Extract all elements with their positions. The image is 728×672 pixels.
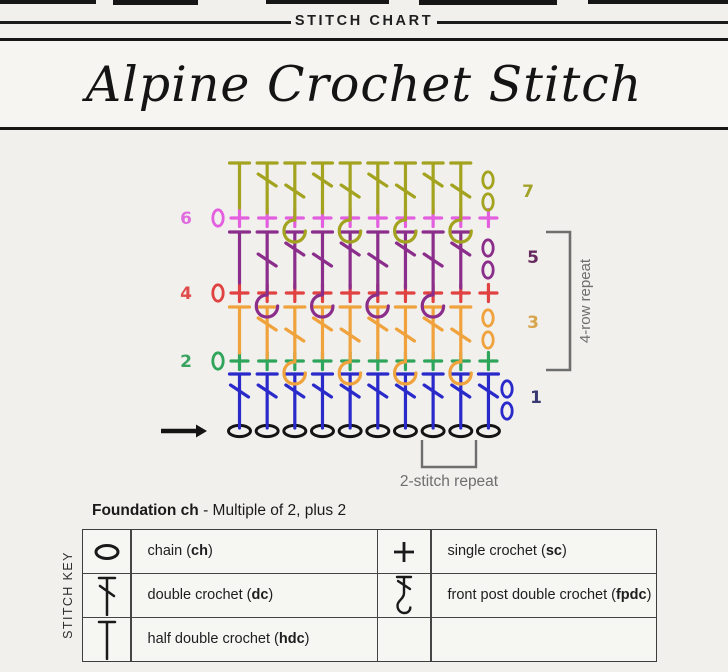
row-number-4: 4 [180, 284, 192, 304]
key-entry-empty [432, 618, 656, 661]
key-symbol-cell-empty [378, 618, 430, 661]
four-row-repeat-bracket [546, 232, 594, 370]
row-number-7: 7 [522, 182, 534, 202]
foundation-note-detail: - Multiple of 2, plus 2 [198, 502, 347, 519]
page-kicker: STITCH CHART [294, 13, 434, 29]
hdc-stitch-icon [87, 618, 127, 660]
key-symbol-cell-dc [83, 574, 130, 617]
start-direction-arrow [161, 425, 207, 438]
fpdc-stitch-icon [384, 574, 424, 616]
foundation-row [161, 425, 499, 438]
two-stitch-repeat-bracket [400, 440, 499, 490]
row-number-1: 1 [530, 388, 542, 408]
chart-row-1 [230, 374, 542, 428]
stitch-key-table [82, 529, 657, 662]
key-entry-dc: double crochet (dc) [132, 574, 377, 617]
row-number-6: 6 [180, 209, 192, 229]
dc-stitch-icon [87, 574, 127, 616]
key-entry-ch: chain (ch) [132, 530, 377, 573]
page-title: Alpine Crochet Stitch [85, 55, 643, 113]
row-number-2: 2 [180, 352, 192, 372]
chart-row-5 [230, 232, 539, 317]
key-entry-sc: single crochet (sc) [432, 530, 656, 573]
row-number-5: 5 [527, 248, 539, 268]
key-symbol-cell-sc [378, 530, 430, 573]
sc-stitch-icon [384, 530, 424, 572]
chart-row-7 [230, 163, 534, 242]
key-symbol-cell-ch [83, 530, 130, 573]
key-entry-hdc: half double crochet (hdc) [132, 618, 377, 661]
stitch-key [54, 529, 657, 662]
two-stitch-repeat-label: 2-stitch repeat [399, 473, 499, 490]
stitch-key-side-label-box [54, 529, 82, 662]
key-symbol-cell-hdc [83, 618, 130, 661]
ch-stitch-icon [87, 530, 127, 572]
chart-row-4 [180, 284, 497, 304]
row-number-3: 3 [527, 313, 539, 333]
foundation-note [92, 502, 346, 520]
key-symbol-cell-fpdc [378, 574, 430, 617]
four-row-repeat-label: 4-row repeat [577, 258, 594, 344]
key-entry-fpdc: front post double crochet (fpdc) [432, 574, 656, 617]
stitch-key-side-label: STITCH KEY [61, 551, 75, 640]
foundation-note-label: Foundation ch [92, 502, 199, 519]
